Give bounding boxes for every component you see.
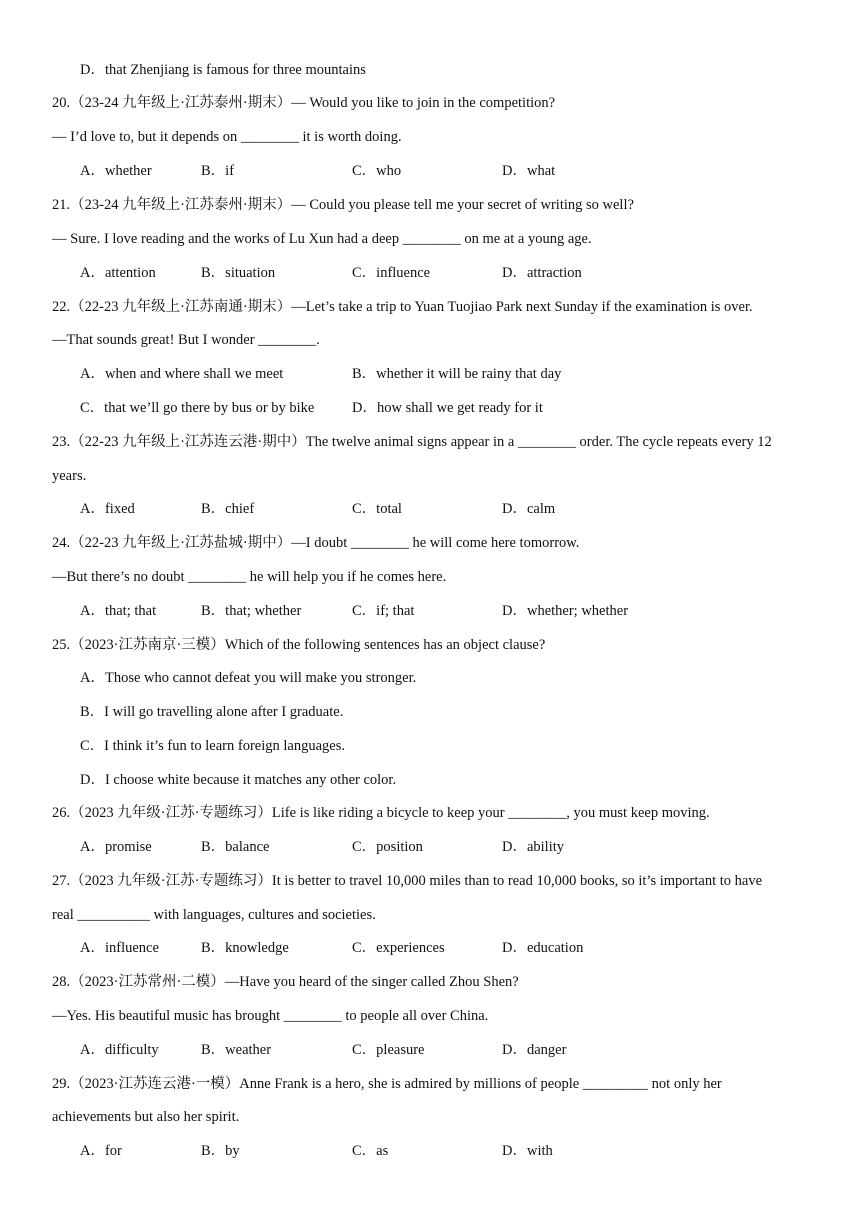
option-b: B．knowledge: [201, 940, 289, 956]
option-c: C．influence: [352, 265, 431, 281]
question-stem: 21.（23-24 九年级上·江苏泰州·期末）— Could you please tell me your secret of writing so well?: [52, 197, 634, 213]
option-c: C．who: [352, 163, 402, 179]
option-a: A．whether: [80, 163, 152, 179]
option-a: A．Those who cannot defeat you will make you stronger.: [80, 670, 417, 686]
question-stem: 29.（2023·江苏连云港·一模）Anne Frank is a hero, she is admired by millions of people _________ not only her: [52, 1076, 722, 1092]
question-stem-continued: — I’d love to, but it depends on ________ it is worth doing.: [52, 129, 402, 145]
option-d: D．what: [502, 163, 556, 179]
option-d: D．whether; whether: [502, 603, 629, 619]
question-stem: 23.（22-23 九年级上·江苏连云港·期中）The twelve animal signs appear in a ________ order. The cycle repeats every 12: [52, 434, 772, 450]
option-c: C．experiences: [352, 940, 445, 956]
question-stem-continued: —But there’s no doubt ________ he will help you if he comes here.: [52, 569, 447, 585]
option-a: A．influence: [80, 940, 159, 956]
option-c: C．pleasure: [352, 1042, 425, 1058]
question-stem: 26.（2023 九年级·江苏·专题练习）Life is like riding a bicycle to keep your ________, you must keep moving.: [52, 805, 710, 821]
question-stem: 28.（2023·江苏常州·二模）—Have you heard of the singer called Zhou Shen?: [52, 974, 519, 990]
option-d: D．I choose white because it matches any other color.: [80, 772, 397, 788]
question-stem-continued: —That sounds great! But I wonder ________.: [52, 332, 320, 348]
option-d: D．ability: [502, 839, 565, 855]
question-stem-continued: real __________ with languages, cultures and societies.: [52, 907, 376, 923]
question-stem: 20.（23-24 九年级上·江苏泰州·期末）— Would you like to join in the competition?: [52, 95, 556, 111]
option-d: D．calm: [502, 501, 556, 517]
option-d: D．with: [502, 1143, 553, 1159]
option-d: D．attraction: [502, 265, 582, 281]
question-stem-continued: —Yes. His beautiful music has brought ________ to people all over China.: [52, 1008, 489, 1024]
question-stem: 25.（2023·江苏南京·三模）Which of the following sentences has an object clause?: [52, 637, 546, 653]
option-b: B．if: [201, 163, 235, 179]
option-a: A．that; that: [80, 603, 157, 619]
question-stem: 27.（2023 九年级·江苏·专题练习）It is better to travel 10,000 miles than to read 10,000 books, so it’s important to have: [52, 873, 763, 889]
option-b: B．weather: [201, 1042, 272, 1058]
option-c: C．that we’ll go there by bus or by bike: [80, 400, 315, 416]
option-a: A．promise: [80, 839, 152, 855]
question-stem: 24.（22-23 九年级上·江苏盐城·期中）—I doubt ________ he will come here tomorrow.: [52, 535, 580, 551]
option-c: C．as: [352, 1143, 389, 1159]
option-c: C．position: [352, 839, 423, 855]
option-b: B．that; whether: [201, 603, 302, 619]
option-a: A．for: [80, 1143, 122, 1159]
option-a: A．when and where shall we meet: [80, 366, 284, 382]
question-stem: 22.（22-23 九年级上·江苏南通·期末）—Let’s take a trip to Yuan Tuojiao Park next Sunday if the examination is over.: [52, 299, 753, 315]
option-b: B．whether it will be rainy that day: [352, 366, 562, 382]
question-stem-continued: achievements but also her spirit.: [52, 1109, 240, 1125]
option-d: D．how shall we get ready for it: [352, 400, 543, 416]
option-a: A．fixed: [80, 501, 135, 517]
option-a: A．difficulty: [80, 1042, 159, 1058]
option-a: A．attention: [80, 265, 156, 281]
option-c: C．total: [352, 501, 402, 517]
option-c: C．I think it’s fun to learn foreign languages.: [80, 738, 345, 754]
option-d: D．education: [502, 940, 584, 956]
option-b: B．chief: [201, 501, 255, 517]
option-b: B．I will go travelling alone after I graduate.: [80, 704, 344, 720]
option-d: D．danger: [502, 1042, 567, 1058]
option-c: C．if; that: [352, 603, 415, 619]
option-item: D．that Zhenjiang is famous for three mountains: [80, 62, 366, 78]
option-b: B．balance: [201, 839, 270, 855]
option-b: B．by: [201, 1143, 240, 1159]
question-stem-continued: — Sure. I love reading and the works of Lu Xun had a deep ________ on me at a young age.: [52, 231, 592, 247]
option-b: B．situation: [201, 265, 276, 281]
question-stem-continued: years.: [52, 468, 87, 484]
